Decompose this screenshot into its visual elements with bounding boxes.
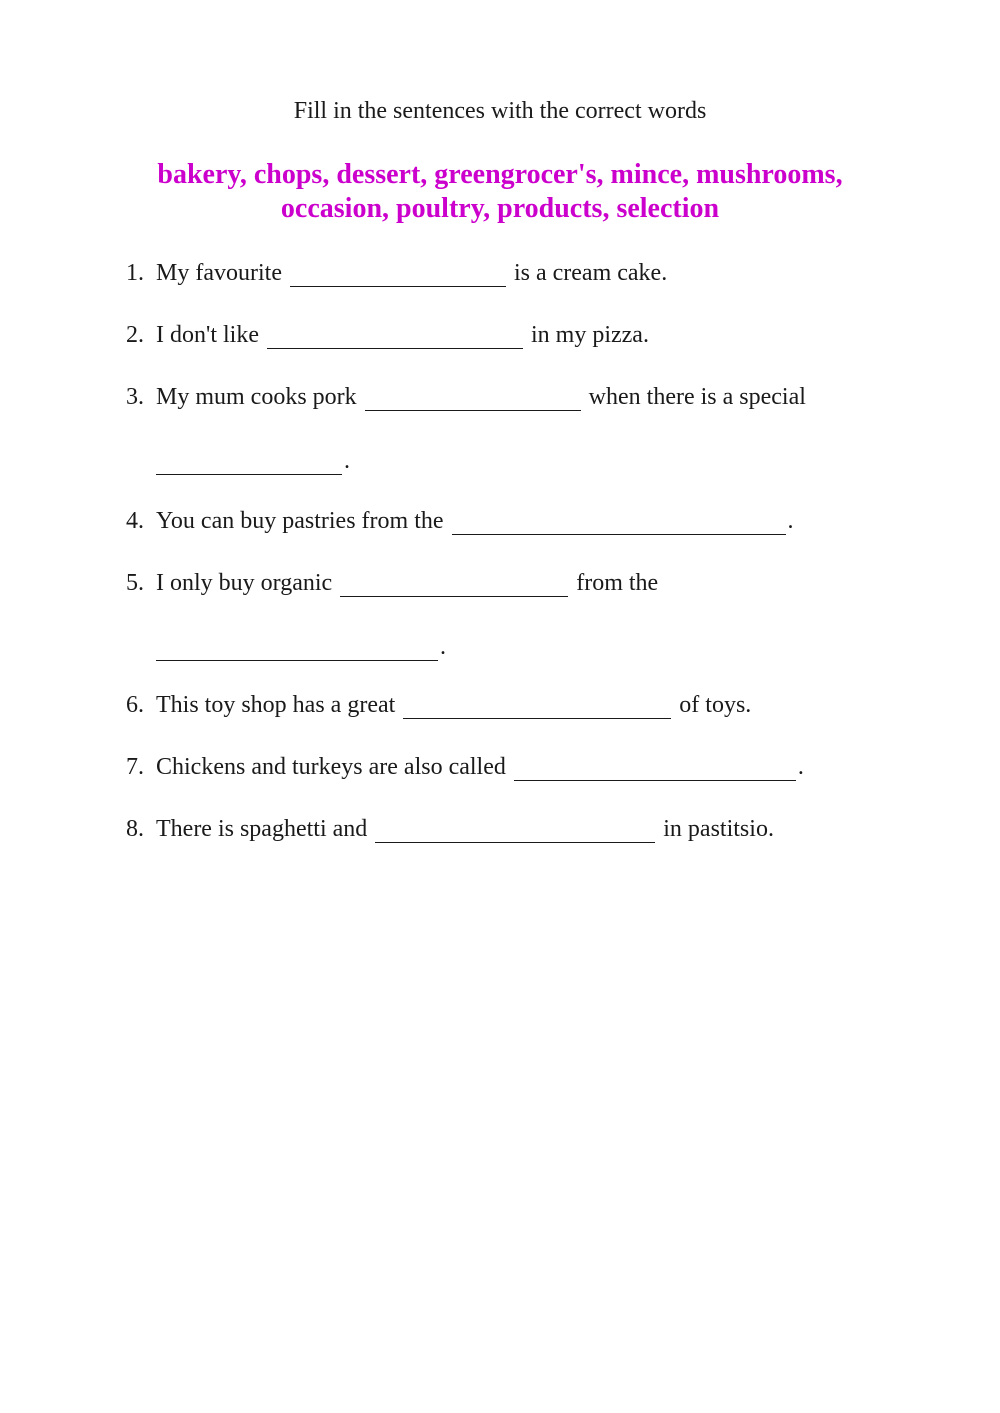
question-number: 3. bbox=[126, 384, 144, 410]
question-3 bbox=[126, 382, 806, 412]
question-text-after: of toys. bbox=[679, 692, 752, 718]
answer-blank-2[interactable] bbox=[267, 328, 523, 349]
answer-blank-4[interactable] bbox=[452, 514, 786, 535]
answer-blank-5a[interactable] bbox=[340, 576, 568, 597]
question-text-before: I only buy organic bbox=[156, 570, 333, 596]
word-bank-line-1: bakery, chops, dessert, greengrocer's, mince, mushrooms, bbox=[157, 159, 843, 190]
question-text-after: in my pizza. bbox=[530, 322, 649, 348]
question-text-before: Chickens and turkeys are also called bbox=[156, 754, 506, 780]
question-text-before: My favourite bbox=[156, 260, 282, 286]
instruction-heading: Fill in the sentences with the correct words bbox=[293, 98, 707, 124]
answer-blank-3b[interactable] bbox=[156, 454, 342, 475]
question-1 bbox=[126, 258, 667, 288]
question-text-after: in pastitsio. bbox=[663, 816, 774, 842]
question-text-after: . bbox=[797, 754, 804, 780]
question-text-after: when there is a special bbox=[588, 384, 806, 410]
question-2 bbox=[126, 320, 649, 350]
question-number: 5. bbox=[126, 570, 144, 596]
word-bank bbox=[110, 158, 890, 226]
question-text-after: is a cream cake. bbox=[513, 260, 668, 286]
question-6 bbox=[126, 690, 751, 720]
question-text-before: This toy shop has a great bbox=[156, 692, 396, 718]
answer-blank-8[interactable] bbox=[375, 822, 655, 843]
question-text-after: from the bbox=[576, 570, 659, 596]
question-text-end: . bbox=[344, 448, 350, 474]
question-8 bbox=[126, 814, 774, 844]
question-4 bbox=[126, 506, 794, 536]
question-number: 2. bbox=[126, 322, 144, 348]
answer-blank-6[interactable] bbox=[403, 698, 671, 719]
question-7 bbox=[126, 752, 804, 782]
question-text-after: . bbox=[787, 508, 794, 534]
answer-blank-7[interactable] bbox=[514, 760, 796, 781]
word-bank-line-2: occasion, poultry, products, selection bbox=[280, 193, 720, 224]
question-text-before: I don't like bbox=[156, 322, 259, 348]
answer-blank-3a[interactable] bbox=[365, 390, 581, 411]
question-5-continuation bbox=[156, 632, 446, 662]
question-text-before: There is spaghetti and bbox=[156, 816, 368, 842]
question-number: 8. bbox=[126, 816, 144, 842]
question-number: 1. bbox=[126, 260, 144, 286]
question-5 bbox=[126, 568, 658, 598]
question-number: 4. bbox=[126, 508, 144, 534]
question-text-before: My mum cooks pork bbox=[156, 384, 357, 410]
answer-blank-5b[interactable] bbox=[156, 640, 438, 661]
question-number: 6. bbox=[126, 692, 144, 718]
question-3-continuation bbox=[156, 446, 350, 476]
question-number: 7. bbox=[126, 754, 144, 780]
question-text-end: . bbox=[440, 634, 446, 660]
question-text-before: You can buy pastries from the bbox=[156, 508, 444, 534]
answer-blank-1[interactable] bbox=[290, 266, 506, 287]
